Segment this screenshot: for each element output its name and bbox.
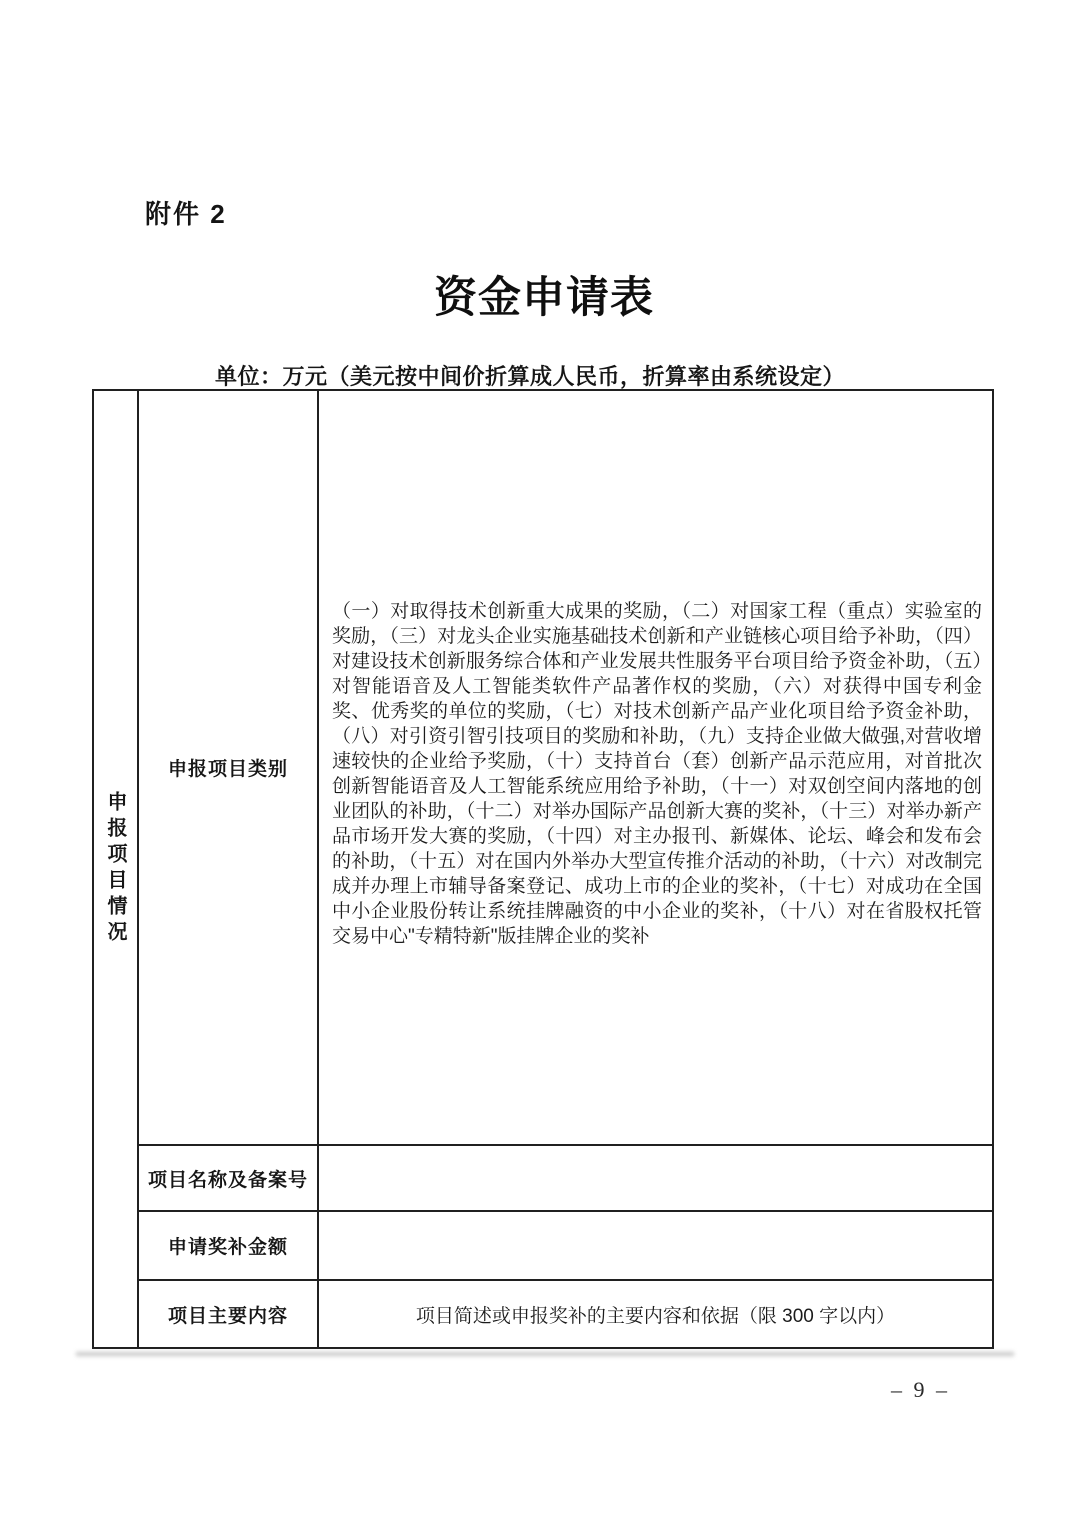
value-project-name-record-number [319, 1146, 992, 1212]
value-requested-award-amount [319, 1212, 992, 1281]
label-project-name-record-number: 项目名称及备案号 [139, 1146, 319, 1212]
unit-note: 单位：万元（美元按中间价折算成人民币，折算率由系统设定） [215, 364, 846, 389]
label-project-main-content: 项目主要内容 [139, 1281, 319, 1347]
page-number: – 9 – [891, 1377, 950, 1402]
project-category-text: （一）对取得技术创新重大成果的奖励，（二）对国家工程（重点）实验室的奖励，（三）对龙头企业实施基础技术创新和产业链核心项目给予补助，（四）对建设技术创新服务综合体和产业发展共性服务平台项目给予资金补助，（五）对智能语音及人工智能类软件产品著作权的奖励，（六）对获得中国专利金奖、优秀奖的单位的奖励，（七）对技术创新产品产业化项目给予资金补助，（八）对引资引智引技项目的奖励和补助，（九）支持企业做大做强,对营收增速较快的企业给予奖励，（十）支持首台（套）创新产品示范应用，对首批次创新智能语音及人工智能系统应用给予补助，（十一）对双创空间内落地的创业团队的补助，（十二）对举办国际产品创新大赛的奖补，（十三）对举办新产品市场开发大赛的奖励，（十四）对主办报刊、新媒体、论坛、峰会和发布会的补助，（十五）对在国内外举办大型宣传推介活动的补助，（十六）对改制完成并办理上市辅导备案登记、成功上市的企业的奖补，（十七）对成功在全国中小企业股份转让系统挂牌融资的中小企业的奖补，（十八）对在省股权托管交易中心"专精特新"版挂牌企业的奖补 [332, 600, 982, 947]
page-title: 资金申请表 [434, 275, 654, 322]
fund-application-table [92, 389, 994, 1349]
label-requested-award-amount: 申请奖补金额 [139, 1212, 319, 1281]
row-group-label: 申报项目情况 [104, 791, 126, 947]
row-group-cell [94, 391, 139, 1347]
value-project-category [319, 391, 992, 1146]
label-project-category: 申报项目类别 [139, 391, 319, 1146]
attachment-label: 附件 2 [145, 199, 227, 229]
value-project-main-content: 项目简述或申报奖补的主要内容和依据（限 300 字以内） [415, 1305, 896, 1327]
table-bottom-shadow [76, 1352, 1014, 1356]
